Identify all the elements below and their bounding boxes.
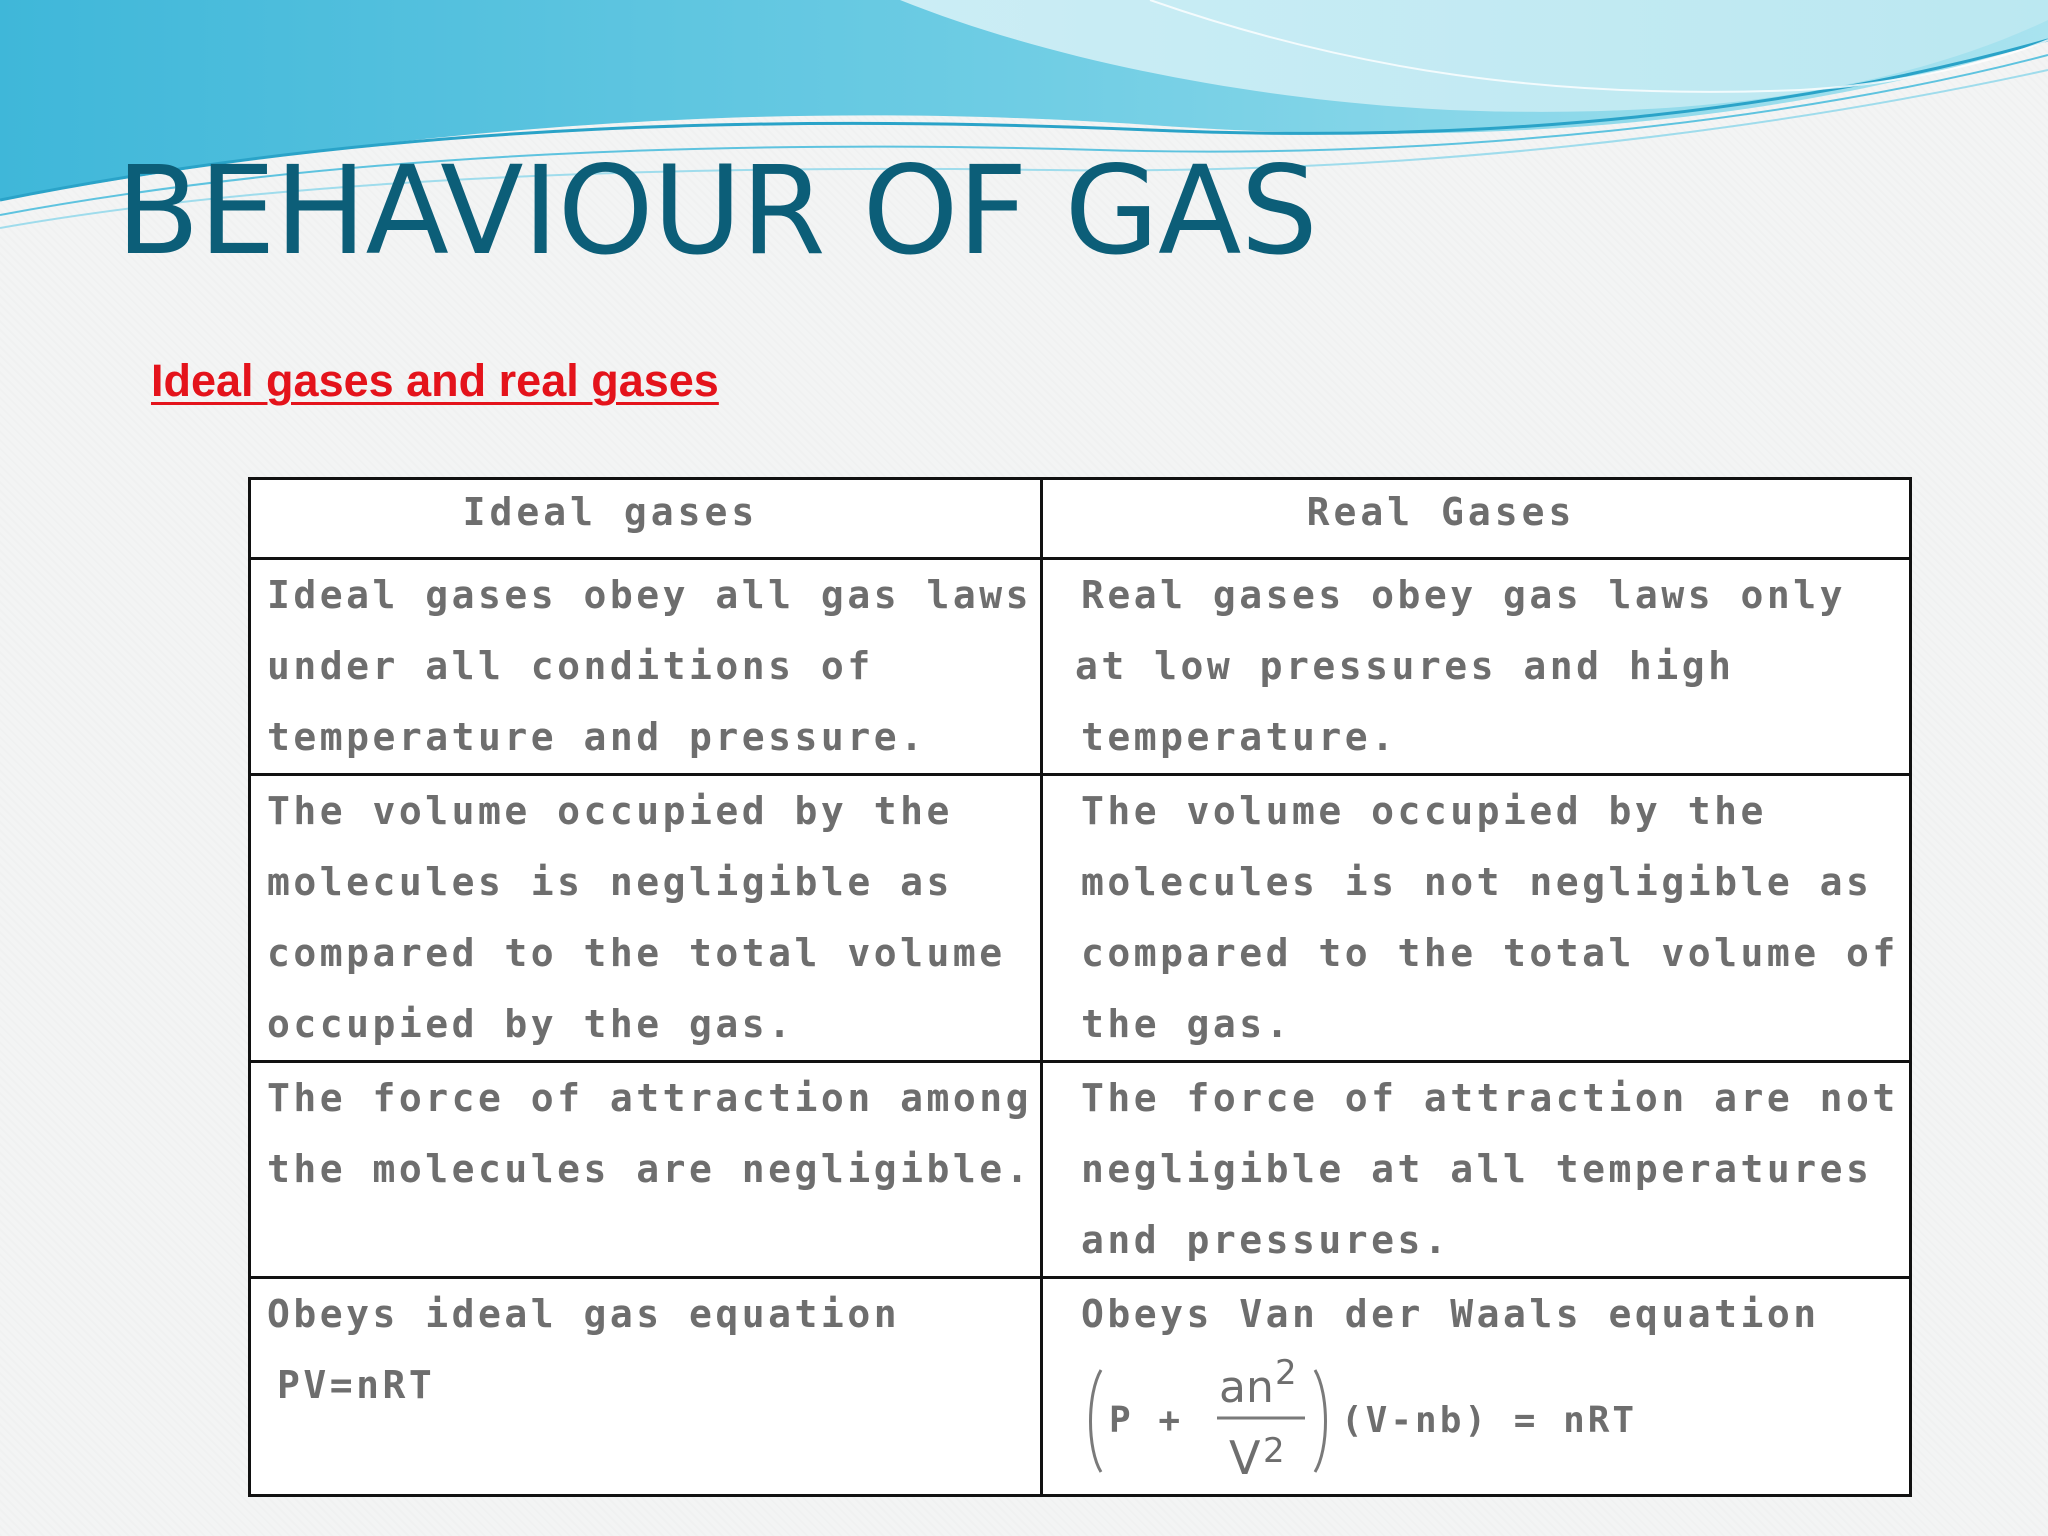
cell-line: negligible at all temperatures	[1081, 1147, 1873, 1191]
cell-line: at low pressures and high	[1075, 644, 1735, 688]
vdw-denominator: V	[1229, 1431, 1261, 1484]
cell-line: the molecules are negligible.	[267, 1147, 1032, 1191]
cell-line: temperature.	[1081, 715, 1398, 759]
cell-ideal	[250, 1278, 1042, 1496]
vdw-numerator-exponent: 2	[1275, 1354, 1297, 1393]
slide-subtitle: Ideal gases and real gases	[151, 355, 719, 406]
cell-ideal	[250, 775, 1042, 1062]
cell-line: The volume occupied by the	[1081, 789, 1767, 833]
left-paren	[1091, 1370, 1102, 1472]
slide-title: BEHAVIOUR OF GAS	[116, 140, 1317, 282]
cell-line: The force of attraction among	[267, 1076, 1032, 1120]
cell-line: occupied by the gas.	[267, 1002, 795, 1046]
cell-real	[1042, 1278, 1911, 1496]
cell-line: compared to the total volume of	[1081, 931, 1899, 975]
cell-ideal	[250, 1062, 1042, 1278]
vdw-rest: (V-nb) = nRT	[1341, 1400, 1638, 1441]
cell-line: Obeys Van der Waals equation	[1081, 1292, 1820, 1336]
table-row	[250, 1062, 1911, 1278]
comparison-table	[248, 477, 1912, 1497]
cell-real	[1042, 1062, 1911, 1278]
cell-line: under all conditions of	[267, 644, 874, 688]
van-der-waals-equation	[1079, 1354, 1909, 1484]
table-row	[250, 1278, 1911, 1496]
cell-line: compared to the total volume	[267, 931, 1006, 975]
vdw-p-plus: P +	[1109, 1400, 1184, 1441]
header-ideal-gases: Ideal gases	[250, 479, 1042, 559]
table-header-row	[250, 479, 1911, 559]
cell-line: molecules is negligible as	[267, 860, 953, 904]
cell-ideal	[250, 559, 1042, 775]
ideal-gas-equation: PV=nRT	[277, 1363, 436, 1407]
table-row	[250, 775, 1911, 1062]
right-paren	[1315, 1370, 1326, 1472]
header-real-gases: Real Gases	[1042, 479, 1911, 559]
cell-line: The volume occupied by the	[267, 789, 953, 833]
cell-real	[1042, 559, 1911, 775]
cell-real	[1042, 775, 1911, 1062]
vdw-denominator-exponent: 2	[1263, 1431, 1285, 1471]
cell-line: Ideal gases obey all gas laws	[267, 573, 1032, 617]
table-row	[250, 559, 1911, 775]
cell-line: and pressures.	[1081, 1218, 1451, 1262]
cell-line: The force of attraction are not	[1081, 1076, 1899, 1120]
vdw-numerator: an	[1219, 1362, 1274, 1413]
cell-line: the gas.	[1081, 1002, 1293, 1046]
cell-line: Real gases obey gas laws only	[1081, 573, 1846, 617]
cell-line: Obeys ideal gas equation	[267, 1292, 901, 1336]
cell-line: temperature and pressure.	[267, 715, 927, 759]
cell-line: molecules is not negligible as	[1081, 860, 1873, 904]
